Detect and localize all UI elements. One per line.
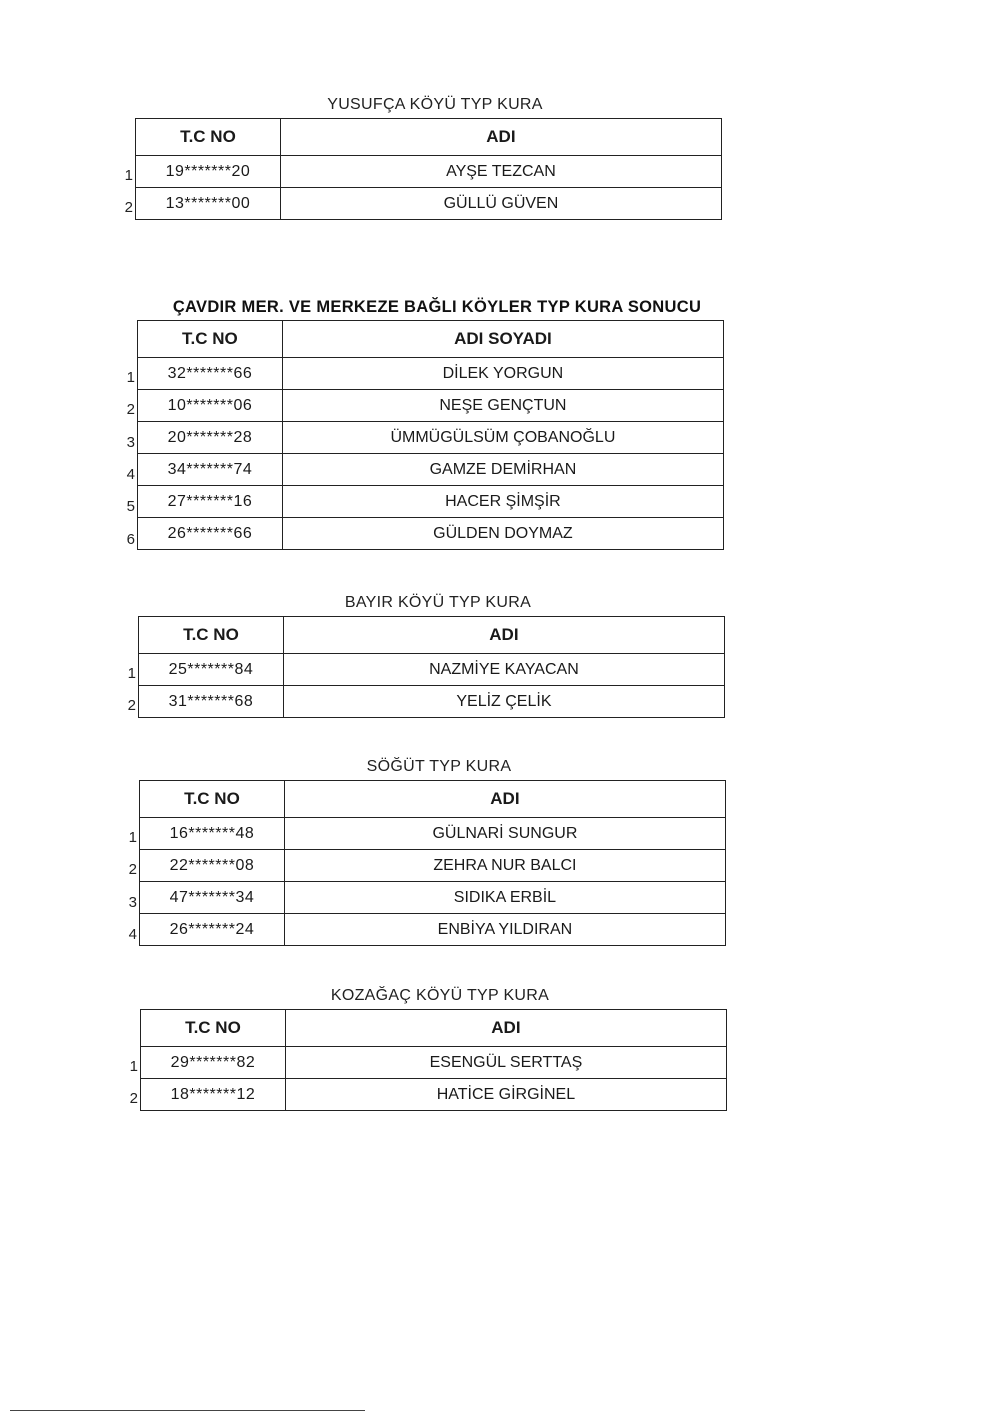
tc-no-cell: 27*******16 [138, 486, 283, 518]
results-table [139, 780, 726, 946]
name-cell: NAZMİYE KAYACAN [283, 654, 724, 686]
name-cell: GÜLNARİ SUNGUR [284, 818, 725, 850]
row-number: 2 [128, 861, 137, 879]
name-cell: YELİZ ÇELİK [283, 686, 724, 718]
name-cell: NEŞE GENÇTUN [282, 390, 723, 422]
row-number: 4 [128, 925, 137, 943]
row-number: 5 [126, 498, 135, 516]
table-header-row [141, 1010, 727, 1047]
row-number: 6 [126, 530, 135, 548]
table-header-row [138, 321, 724, 358]
header-tc-no: T.C NO [140, 781, 285, 818]
name-cell: HATİCE GİRGİNEL [285, 1079, 726, 1111]
results-table [138, 616, 725, 718]
section-title: BAYIR KÖYÜ TYP KURA [344, 594, 532, 611]
row-number: 3 [128, 893, 137, 911]
table-row [140, 914, 726, 946]
row-number: 4 [126, 465, 135, 483]
row-number: 1 [129, 1058, 138, 1075]
section-title: ÇAVDIR MER. VE MERKEZE BAĞLI KÖYLER TYP KURA SONUCU [172, 298, 702, 316]
header-name: ADI SOYADI [282, 321, 723, 358]
table-row [138, 390, 724, 422]
table-row [141, 1047, 727, 1079]
tc-no-cell: 13*******00 [136, 188, 281, 220]
tc-no-cell: 29*******82 [141, 1047, 286, 1079]
table-row [140, 850, 726, 882]
results-table [137, 320, 724, 550]
table-header-row [139, 617, 725, 654]
name-cell: SIDIKA ERBİL [284, 882, 725, 914]
table-row [136, 156, 722, 188]
tc-no-cell: 26*******66 [138, 518, 283, 550]
name-cell: AYŞE TEZCAN [280, 156, 721, 188]
table-header-row [140, 781, 726, 818]
table-row [138, 518, 724, 550]
table-row [138, 422, 724, 454]
name-cell: ÜMMÜGÜLSÜM ÇOBANOĞLU [282, 422, 723, 454]
tc-no-cell: 34*******74 [138, 454, 283, 486]
table-row [140, 818, 726, 850]
header-name: ADI [283, 617, 724, 654]
section-title: YUSUFÇA KÖYÜ TYP KURA [327, 96, 543, 113]
tc-no-cell: 10*******06 [138, 390, 283, 422]
row-number: 3 [126, 433, 135, 451]
row-number: 2 [129, 1090, 138, 1108]
header-tc-no: T.C NO [138, 321, 283, 358]
name-cell: GAMZE DEMİRHAN [282, 454, 723, 486]
name-cell: ENBİYA YILDIRAN [284, 914, 725, 946]
section-title: KOZAĞAÇ KÖYÜ TYP KURA [330, 987, 550, 1004]
tc-no-cell: 26*******24 [140, 914, 285, 946]
table-row [138, 358, 724, 390]
table-row [138, 486, 724, 518]
table-row [139, 654, 725, 686]
header-name: ADI [285, 1010, 726, 1047]
row-number: 2 [126, 401, 135, 419]
tc-no-cell: 16*******48 [140, 818, 285, 850]
row-number: 1 [126, 369, 135, 386]
table-row [138, 454, 724, 486]
row-number: 2 [127, 697, 136, 715]
row-number: 2 [124, 199, 133, 217]
tc-no-cell: 32*******66 [138, 358, 283, 390]
tc-no-cell: 31*******68 [139, 686, 284, 718]
name-cell: ZEHRA NUR BALCI [284, 850, 725, 882]
header-name: ADI [284, 781, 725, 818]
table-row [139, 686, 725, 718]
header-tc-no: T.C NO [139, 617, 284, 654]
table-row [136, 188, 722, 220]
tc-no-cell: 25*******84 [139, 654, 284, 686]
header-tc-no: T.C NO [136, 119, 281, 156]
name-cell: GÜLDEN DOYMAZ [282, 518, 723, 550]
row-number: 1 [128, 829, 137, 846]
name-cell: ESENGÜL SERTTAŞ [285, 1047, 726, 1079]
scan-artifact-line [10, 1410, 365, 1411]
name-cell: HACER ŞİMŞİR [282, 486, 723, 518]
table-row [140, 882, 726, 914]
header-name: ADI [280, 119, 721, 156]
tc-no-cell: 20*******28 [138, 422, 283, 454]
section-title: SÖĞÜT TYP KURA [366, 758, 512, 775]
name-cell: DİLEK YORGUN [282, 358, 723, 390]
results-table [135, 118, 722, 220]
name-cell: GÜLLÜ GÜVEN [280, 188, 721, 220]
row-number: 1 [127, 665, 136, 682]
tc-no-cell: 18*******12 [141, 1079, 286, 1111]
table-header-row [136, 119, 722, 156]
tc-no-cell: 19*******20 [136, 156, 281, 188]
tc-no-cell: 22*******08 [140, 850, 285, 882]
table-row [141, 1079, 727, 1111]
row-number: 1 [124, 167, 133, 184]
tc-no-cell: 47*******34 [140, 882, 285, 914]
header-tc-no: T.C NO [141, 1010, 286, 1047]
results-table [140, 1009, 727, 1111]
